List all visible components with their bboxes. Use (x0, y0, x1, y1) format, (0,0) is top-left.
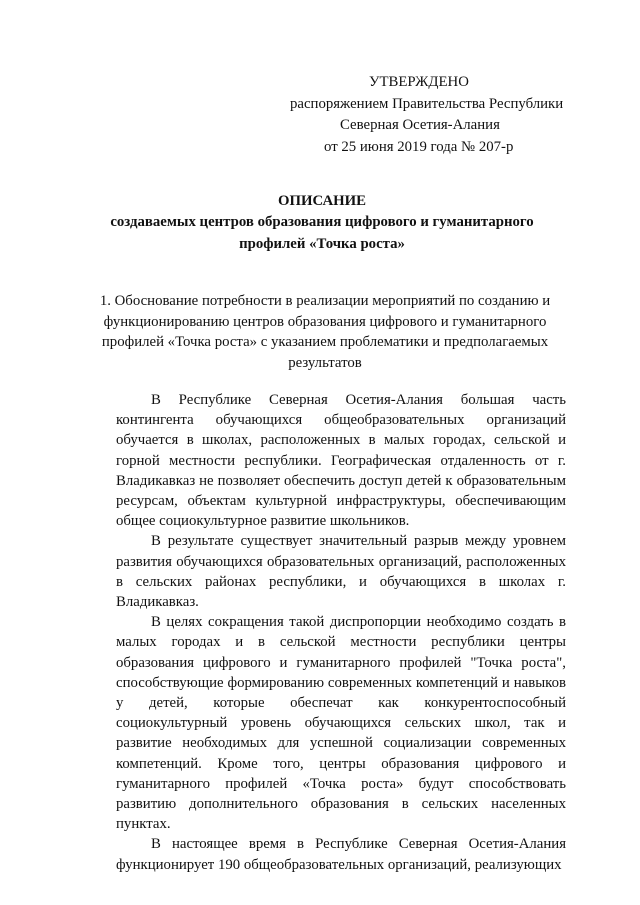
paragraph: В Республике Северная Осетия-Алания большая часть контингента обучающихся общеобразовательных организаций обучается в школах, расположенных в малых городах, сельской и горной местности республики. Географическая отдаленность от г. Владикавказ не позволяет обеспечить доступ детей к образовательным ресурсам, объектам культурной инфраструктуры, обеспечивающим общее социокультурное развитие школьников. (116, 392, 566, 530)
approval-authority: распоряжением Правительства Республики (290, 95, 564, 112)
section-heading: 1. Обоснование потребности в реализации мероприятий по созданию и функционированию центров образования цифрового и гуманитарного профилей «Точка роста» с указанием проблематики и предполагаемых результатов (99, 293, 551, 371)
title-main: ОПИСАНИЕ (277, 193, 367, 209)
approval-heading: УТВЕРЖДЕНО (369, 74, 469, 90)
approval-stamp (260, 72, 590, 158)
paragraph: В целях сокращения такой диспропорции необходимо создать в малых городах и в сельской местности республики центры образования цифрового и гуманитарного профилей "Точка роста", способствующие формированию современных компетенций и навыков у детей, которые обеспечат как конкурентоспособный социокультурный уровень обучающихся сельских школ, так и развитие необходимых для успешной социализации современных компетенций. Кроме того, центры образования цифрового и гуманитарного профилей «Точка роста» будут способствовать развитию дополнительного образования в сельских населенных пунктах. (116, 614, 566, 833)
paragraph: В настоящее время в Республике Северная Осетия-Алания функционирует 190 общеобразовательных организаций, реализующих (116, 836, 566, 873)
paragraph: В результате существует значительный разрыв между уровнем развития обучающихся образовательных организаций, расположенных в сельских районах республики, и обучающихся в школах г. Владикавказ. (116, 533, 566, 611)
approval-republic: Северная Осетия-Алания (340, 117, 500, 133)
document-title (80, 190, 564, 255)
body-text (116, 390, 566, 875)
title-subtitle: создаваемых центров образования цифрового и гуманитарного профилей «Точка роста» (110, 214, 534, 252)
approval-date-number: от 25 июня 2019 года № 207-р (324, 138, 514, 155)
